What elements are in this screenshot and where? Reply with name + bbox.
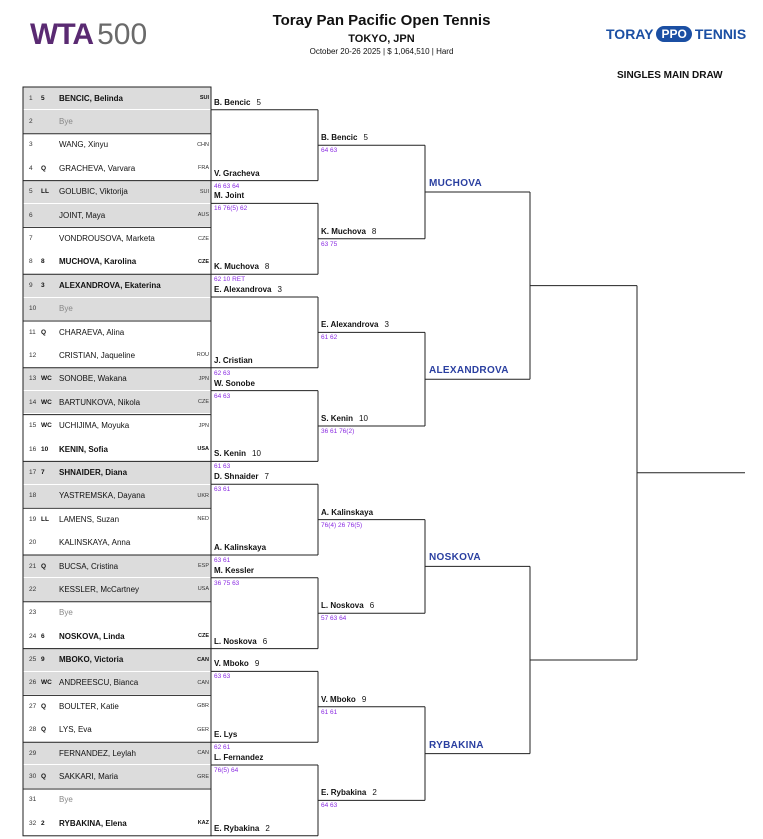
entry-seed: LL: [41, 515, 49, 523]
entry-nationality: UKR: [197, 492, 209, 499]
qf-player: ALEXANDROVA: [429, 365, 509, 377]
entry-player-name: CRISTIAN, Jaqueline: [59, 350, 136, 360]
r3-player: [321, 508, 373, 517]
match-score: 16 76(5) 62: [214, 205, 248, 213]
entry-seed: 7: [41, 468, 45, 476]
entry-nationality: JPN: [198, 422, 209, 429]
entry-seed: 6: [41, 632, 45, 640]
entry-nationality: USA: [197, 446, 209, 453]
entry-player-name: ALEXANDROVA, Ekaterina: [59, 280, 161, 290]
player-name: V. Mboko: [214, 659, 249, 669]
r3-player: [321, 133, 368, 142]
r2-player: [214, 472, 269, 481]
entry-position: 17: [29, 468, 37, 476]
entry-position: 21: [29, 562, 37, 570]
entry-player-name: KENIN, Sofia: [59, 444, 108, 454]
player-name: V. Mboko: [321, 694, 356, 704]
entry-player-name: BENCIC, Belinda: [59, 93, 124, 103]
draw-title: SINGLES MAIN DRAW: [617, 70, 723, 81]
entry-position: 22: [29, 585, 37, 593]
r2-player: [214, 262, 269, 271]
match-score: 62 63: [214, 369, 231, 377]
entry-nationality: GBR: [197, 703, 209, 710]
player-name: M. Kessler: [214, 565, 255, 575]
r2-player: [214, 379, 255, 388]
entry-position: 14: [29, 398, 37, 406]
entry-player-name: LYS, Eva: [59, 725, 92, 735]
entry-seed: Q: [41, 562, 47, 570]
entry-player-name: Bye: [59, 608, 73, 618]
entry-position: 1: [29, 94, 33, 102]
entry-position: 24: [29, 632, 37, 640]
match-score: 63 61: [214, 557, 231, 564]
match-score: 36 61 76(2): [321, 428, 355, 435]
entry-position: 20: [29, 539, 37, 547]
player-name: B. Bencic: [321, 133, 358, 143]
entry-seed: WC: [41, 398, 52, 406]
r2-player: [214, 285, 282, 294]
match-score: 46 63 64: [214, 182, 240, 190]
entry-nationality: KAZ: [197, 820, 209, 827]
wta-logo: WTA 500: [30, 18, 148, 51]
r2-player: [214, 449, 261, 458]
r3-player: [321, 601, 374, 610]
entry-seed: WC: [41, 422, 52, 430]
entry-nationality: CZE: [198, 399, 209, 406]
player-name: A. Kalinskaya: [321, 507, 374, 517]
entry-position: 30: [29, 773, 37, 781]
player-name: J. Cristian: [214, 355, 253, 365]
entry-nationality: JPN: [198, 375, 209, 382]
player-name: B. Bencic: [214, 97, 251, 107]
entry-player-name: Bye: [59, 795, 73, 805]
entry-player-name: CHARAEVA, Alina: [59, 327, 125, 337]
entry-player-name: MBOKO, Victoria: [59, 655, 124, 665]
entry-seed: LL: [41, 188, 49, 196]
player-name: M. Joint: [214, 191, 245, 201]
qf-player: NOSKOVA: [429, 552, 481, 564]
entry-nationality: USA: [197, 586, 209, 593]
entry-position: 28: [29, 726, 37, 734]
entry-nationality: CAN: [197, 656, 209, 663]
sponsor-logo: TORAY PPO TENNIS: [606, 26, 747, 42]
entry-position: 8: [29, 258, 33, 266]
entry-player-name: GRACHEVA, Varvara: [59, 163, 136, 173]
entry-position: 6: [29, 211, 33, 219]
player-name: D. Shnaider: [214, 472, 259, 482]
entry-nationality: CAN: [197, 679, 209, 686]
entry-player-name: JOINT, Maya: [59, 210, 106, 220]
entry-nationality: ESP: [197, 563, 209, 569]
r2-player: [214, 637, 267, 646]
entry-nationality: FRA: [198, 165, 209, 172]
entry-player-name: YASTREMSKA, Dayana: [59, 491, 146, 501]
player-name: A. Kalinskaya: [214, 543, 267, 552]
player-name: V. Gracheva: [214, 168, 260, 178]
player-seed: 5: [363, 133, 368, 143]
entry-seed: WC: [41, 375, 52, 383]
match-score: 76(4) 26 76(5): [321, 521, 363, 529]
entry-nationality: CZE: [198, 633, 209, 640]
entry-seed: 8: [41, 258, 45, 266]
entry-player-name: ANDREESCU, Bianca: [59, 678, 139, 688]
player-seed: 10: [359, 414, 368, 423]
match-score: 63 75: [321, 240, 338, 248]
entry-position: 16: [29, 445, 37, 453]
player-name: K. Muchova: [321, 226, 366, 236]
entry-player-name: KESSLER, McCartney: [59, 584, 140, 594]
entry-position: 7: [29, 235, 33, 243]
player-seed: 8: [264, 262, 270, 272]
entry-nationality: SUI: [199, 95, 209, 102]
entry-nationality: AUS: [197, 212, 209, 219]
entry-position: 11: [29, 328, 36, 336]
qf-player: RYBAKINA: [429, 739, 484, 751]
entry-position: 15: [29, 422, 37, 430]
match-score: 36 75 63: [214, 579, 240, 587]
entry-nationality: ROU: [196, 352, 209, 359]
entry-player-name: SONOBE, Wakana: [59, 374, 127, 384]
entry-position: 13: [29, 375, 37, 383]
entry-seed: Q: [41, 726, 47, 734]
entry-position: 32: [29, 819, 37, 827]
entry-player-name: WANG, Xinyu: [59, 140, 109, 150]
entry-position: 2: [29, 118, 33, 126]
player-name: E. Lys: [214, 730, 238, 740]
entry-seed: Q: [41, 164, 47, 172]
player-name: S. Kenin: [321, 414, 354, 423]
player-name: W. Sonobe: [214, 378, 255, 388]
r2-player: [214, 191, 244, 200]
r2-player: [214, 356, 253, 365]
entry-nationality: CZE: [198, 258, 209, 265]
entry-player-name: VONDROUSOVA, Marketa: [59, 234, 155, 244]
entry-position: 4: [29, 164, 33, 172]
entry-player-name: FERNANDEZ, Leylah: [59, 748, 136, 758]
player-seed: 2: [372, 788, 377, 798]
entry-seed: 3: [41, 281, 45, 289]
player-name: L. Noskova: [214, 636, 257, 646]
entry-seed: 9: [41, 656, 45, 664]
r3-player: [321, 320, 389, 329]
r2-player: [214, 730, 237, 739]
entry-position: 3: [29, 141, 33, 149]
entry-player-name: Bye: [59, 117, 73, 127]
entry-player-name: Bye: [59, 304, 73, 314]
player-name: L. Noskova: [321, 601, 364, 611]
entry-position: 29: [29, 749, 37, 757]
tournament-meta: October 20-26 2025 | $ 1,064,510 | Hard: [309, 47, 454, 56]
entry-player-name: UCHIJIMA, Moyuka: [59, 421, 130, 431]
player-name: E. Rybakina: [214, 823, 260, 833]
entry-player-name: SAKKARI, Maria: [59, 772, 119, 782]
entry-nationality: SUI: [199, 188, 209, 195]
r2-player: [214, 543, 266, 552]
entry-nationality: GER: [197, 726, 209, 733]
match-score: 62 61: [214, 744, 231, 752]
r3-player: [321, 227, 376, 236]
match-score: 61 62: [321, 334, 338, 342]
player-seed: 9: [254, 659, 260, 669]
entry-nationality: NED: [197, 516, 209, 523]
entry-seed: 10: [41, 445, 49, 453]
entry-seed: 5: [41, 94, 45, 102]
entry-position: 25: [29, 656, 37, 664]
entry-position: 5: [29, 188, 33, 196]
player-seed: 2: [265, 823, 270, 833]
player-seed: 9: [361, 694, 367, 704]
player-seed: 3: [277, 285, 282, 294]
player-seed: 6: [262, 636, 268, 646]
entry-player-name: LAMENS, Suzan: [59, 514, 120, 524]
r2-player: [214, 169, 260, 178]
tournament-title: Toray Pan Pacific Open Tennis: [272, 12, 491, 29]
entry-player-name: BARTUNKOVA, Nikola: [59, 397, 141, 407]
r3-player: [321, 788, 377, 797]
entry-seed: Q: [41, 328, 47, 336]
entry-position: 18: [29, 492, 37, 500]
player-seed: 7: [264, 472, 269, 482]
player-seed: 3: [384, 320, 389, 330]
player-name: S. Kenin: [214, 449, 247, 459]
player-seed: 10: [252, 449, 261, 459]
match-score: 76(5) 64: [214, 767, 239, 774]
r2-player: [214, 753, 263, 762]
entry-nationality: CZE: [198, 235, 209, 242]
r2-player: [214, 98, 261, 107]
entry-position: 9: [29, 281, 33, 289]
r3-player: [321, 414, 368, 423]
entry-position: 23: [29, 609, 37, 617]
entry-position: 19: [29, 515, 37, 523]
entry-player-name: KALINSKAYA, Anna: [59, 538, 131, 548]
r2-player: [214, 566, 254, 575]
match-score: 64 63: [214, 392, 231, 400]
r3-player: [321, 695, 366, 704]
r2-player: [214, 824, 270, 833]
entry-player-name: SHNAIDER, Diana: [59, 467, 128, 477]
player-name: K. Muchova: [214, 262, 259, 272]
entry-nationality: CHN: [197, 141, 209, 148]
match-score: 63 61: [214, 486, 231, 494]
player-name: E. Alexandrova: [214, 285, 272, 294]
qf-player: MUCHOVA: [429, 178, 483, 189]
entry-player-name: MUCHOVA, Karolina: [59, 257, 137, 267]
entry-player-name: GOLUBIC, Viktorija: [59, 187, 128, 197]
match-score: 64 63: [321, 147, 338, 155]
entry-nationality: GRE: [197, 773, 209, 780]
entry-position: 27: [29, 702, 37, 710]
match-score: 63 63: [214, 673, 231, 681]
player-name: L. Fernandez: [214, 753, 264, 762]
entry-seed: Q: [41, 702, 47, 710]
player-name: E. Rybakina: [321, 788, 367, 798]
match-score: 61 61: [321, 708, 338, 716]
entry-position: 26: [29, 679, 37, 687]
entry-player-name: RYBAKINA, Elena: [59, 818, 127, 828]
player-seed: 5: [256, 97, 261, 107]
entry-nationality: CAN: [197, 750, 209, 757]
entry-seed: Q: [41, 773, 47, 781]
entry-seed: WC: [41, 679, 52, 687]
entry-position: 10: [29, 305, 37, 313]
match-score: 64 63: [321, 802, 338, 810]
entry-seed: 2: [41, 819, 45, 827]
match-score: 57 63 64: [321, 615, 347, 623]
match-score: 61 63: [214, 463, 231, 471]
tournament-city: TOKYO, JPN: [348, 33, 415, 45]
entry-player-name: BOULTER, Katie: [59, 701, 119, 711]
player-name: E. Alexandrova: [321, 320, 379, 330]
r2-player: [214, 659, 259, 668]
entry-player-name: BUCSA, Cristina: [59, 561, 119, 571]
match-score: 62 10 RET: [214, 276, 246, 284]
entry-position: 12: [29, 351, 37, 359]
entry-position: 31: [29, 796, 37, 804]
entry-player-name: NOSKOVA, Linda: [59, 631, 125, 641]
player-seed: 6: [369, 601, 375, 611]
player-seed: 8: [371, 226, 377, 236]
